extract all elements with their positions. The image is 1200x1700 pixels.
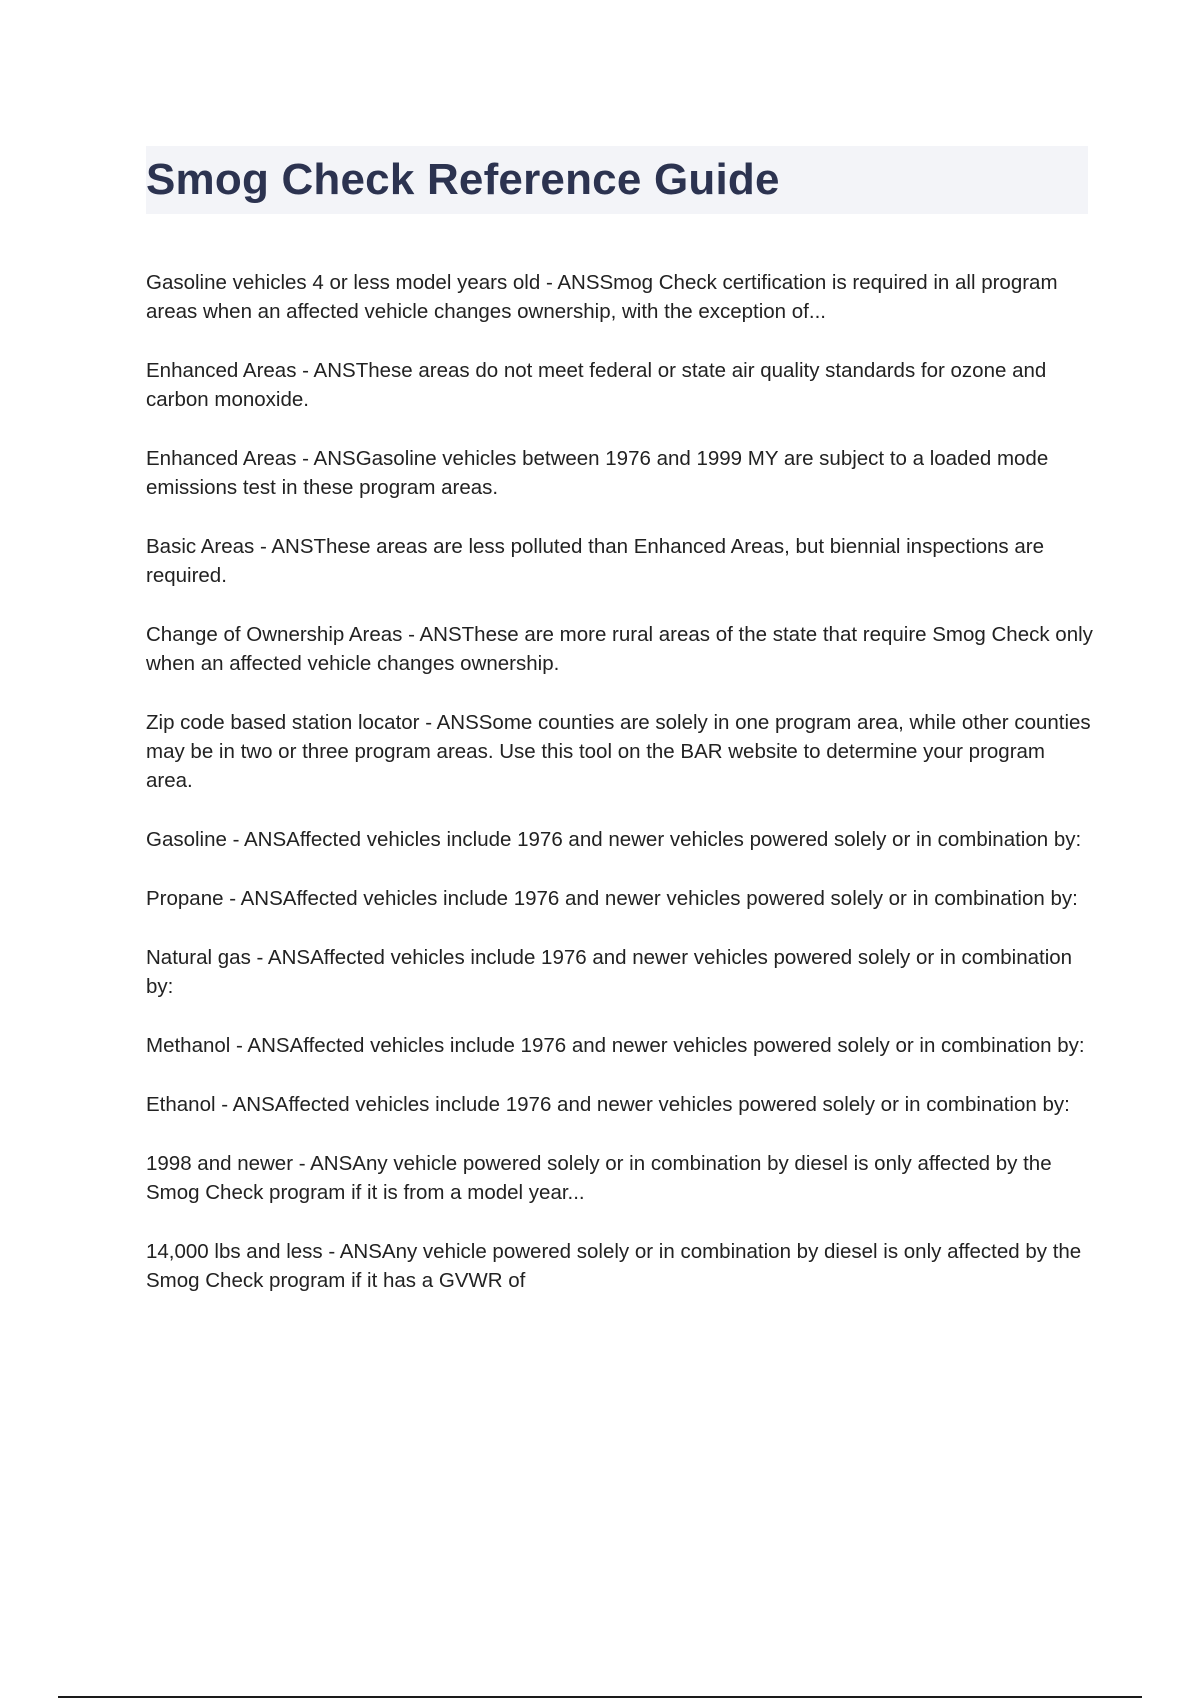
qa-answer-marker: - ANS <box>322 1240 382 1263</box>
qa-definition: Smog Check certification is required in all program areas when an affected vehicle changes ownership, with the exception of... <box>146 271 1058 323</box>
qa-entry <box>146 1090 1096 1119</box>
qa-answer-marker: - ANS <box>223 887 283 910</box>
qa-term: 1998 and newer <box>146 1152 294 1175</box>
qa-answer-marker: - ANS <box>296 447 356 470</box>
qa-entry <box>146 1031 1096 1060</box>
qa-definition: Any vehicle powered solely or in combination by diesel is only affected by the Smog Check program if it has a GVWR of <box>146 1240 1082 1292</box>
qa-term: Change of Ownership Areas <box>146 623 403 646</box>
qa-entry <box>146 444 1096 502</box>
qa-definition: Affected vehicles include 1976 and newer vehicles powered solely or in combination by: <box>282 887 1078 910</box>
qa-entry <box>146 1149 1096 1207</box>
qa-entry <box>146 825 1096 854</box>
qa-definition: These areas do not meet federal or state air quality standards for ozone and carbon monoxide. <box>146 359 1047 411</box>
qa-definition: Affected vehicles include 1976 and newer vehicles powered solely or in combination by: <box>286 828 1082 851</box>
qa-entry <box>146 1237 1096 1295</box>
qa-term: Zip code based station locator <box>146 711 420 734</box>
qa-answer-marker: - ANS <box>293 1152 353 1175</box>
qa-answer-marker: - ANS <box>402 623 462 646</box>
qa-answer-marker: - ANS <box>215 1093 275 1116</box>
qa-term: Ethanol <box>146 1093 216 1116</box>
footer-divider <box>58 1696 1142 1698</box>
qa-term: Gasoline vehicles 4 or less model years old <box>146 271 541 294</box>
qa-entry <box>146 268 1096 326</box>
qa-term: Gasoline <box>146 828 227 851</box>
qa-answer-marker: - ANS <box>250 946 311 969</box>
qa-answer-marker: - ANS <box>254 535 314 558</box>
page-title: Smog Check Reference Guide <box>146 155 780 204</box>
qa-definition: Some counties are solely in one program area, while other counties may be in two or three program areas. Use this tool on the BAR website to determine your program area. <box>146 711 1091 792</box>
qa-term: 14,000 lbs and less <box>146 1240 323 1263</box>
qa-entry <box>146 532 1096 590</box>
qa-answer-marker: - ANS <box>419 711 479 734</box>
qa-entry <box>146 884 1096 913</box>
qa-entry <box>146 943 1096 1001</box>
qa-term: Basic Areas <box>146 535 255 558</box>
qa-term: Natural gas <box>146 946 251 969</box>
title-banner <box>146 146 1088 214</box>
qa-definition: Any vehicle powered solely or in combination by diesel is only affected by the Smog Check program if it is from a model year... <box>146 1152 1052 1204</box>
qa-answer-marker: - ANS <box>230 1034 290 1057</box>
qa-term: Enhanced Areas <box>146 359 297 382</box>
qa-answer-marker: - ANS <box>226 828 287 851</box>
qa-term: Methanol <box>146 1034 231 1057</box>
qa-term: Enhanced Areas <box>146 447 297 470</box>
qa-definition: Gasoline vehicles between 1976 and 1999 MY are subject to a loaded mode emissions test in these program areas. <box>146 447 1049 499</box>
qa-entry <box>146 620 1096 678</box>
qa-definition: Affected vehicles include 1976 and newer vehicles powered solely or in combination by: <box>289 1034 1085 1057</box>
qa-answer-marker: - ANS <box>296 359 356 382</box>
qa-term: Propane <box>146 887 224 910</box>
qa-definition: These areas are less polluted than Enhanced Areas, but biennial inspections are required. <box>146 535 1045 587</box>
qa-definition: These are more rural areas of the state that require Smog Check only when an affected vehicle changes ownership. <box>146 623 1093 675</box>
qa-definition: Affected vehicles include 1976 and newer vehicles powered solely or in combination by: <box>146 946 1073 998</box>
qa-answer-marker: - ANS <box>540 271 600 294</box>
qa-entry <box>146 708 1096 795</box>
qa-definition: Affected vehicles include 1976 and newer vehicles powered solely or in combination by: <box>274 1093 1070 1116</box>
qa-entry <box>146 356 1096 414</box>
qa-list <box>146 268 1096 1325</box>
